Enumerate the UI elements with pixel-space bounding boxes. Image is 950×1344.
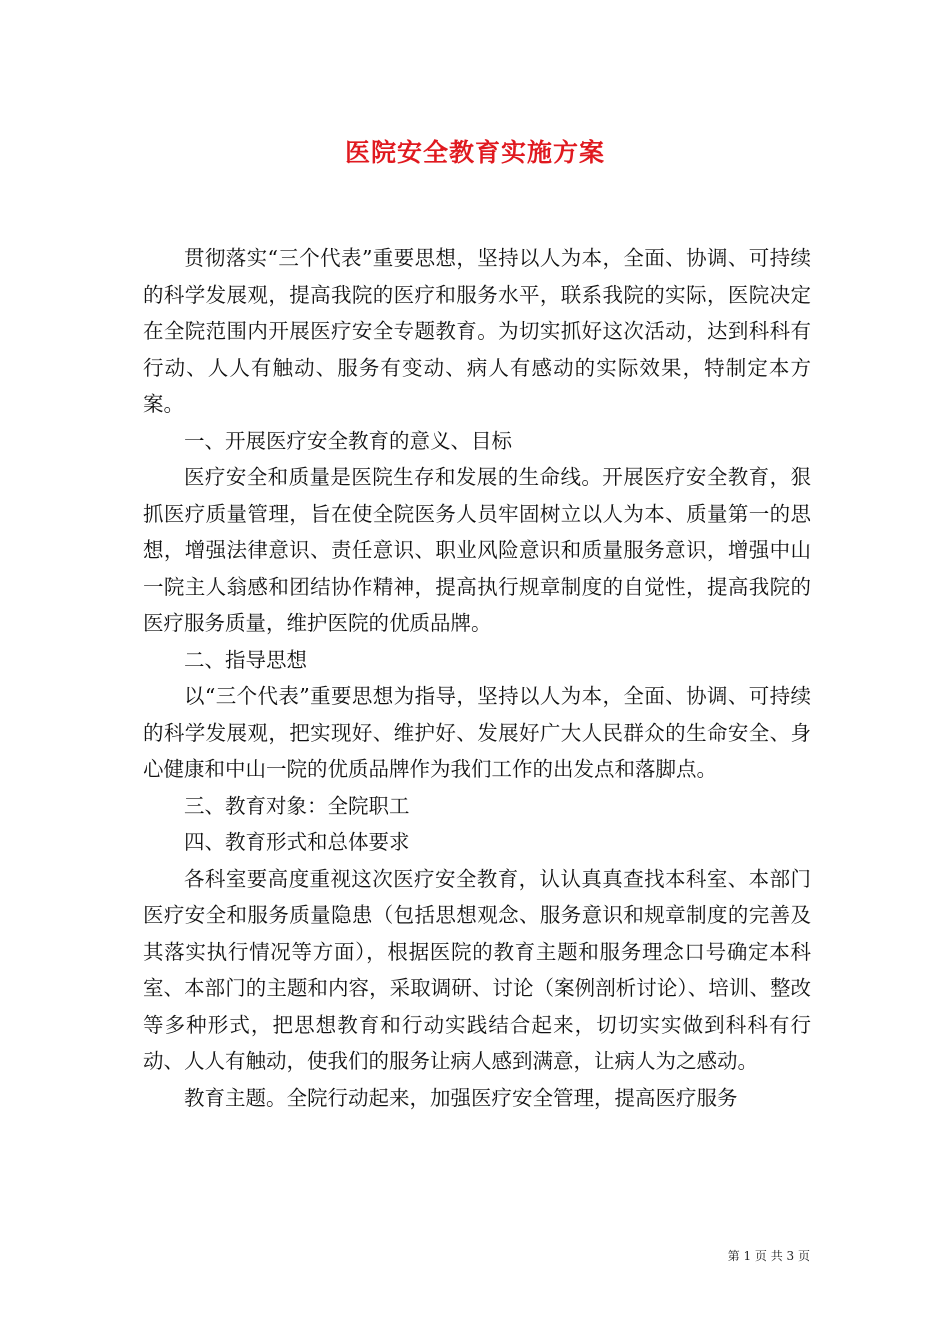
page-number-label: 第 1 页 共 3 页 — [727, 1249, 810, 1263]
paragraph-guiding-idea: 以“三个代表”重要思想为指导，坚持以人为本，全面、协调、可持续的科学发展观，把实现好、维护好、发展好广大人民群众的生命安全、身心健康和中山一院的优质品牌作为我们工作的出发点和落脚点。 — [143, 684, 811, 781]
paragraph-significance: 医疗安全和质量是医院生存和发展的生命线。开展医疗安全教育，狠抓医疗质量管理，旨在使全院医务人员牢固树立以人为本、质量第一的思想，增强法律意识、责任意识、职业风险意识和质量服务意识，增强中山一院主人翁感和团结协作精神，提高执行规章制度的自觉性，提高我院的医疗服务质量，维护医院的优质品牌。 — [143, 465, 811, 635]
paragraph-theme: 教育主题。全院行动起来，加强医疗安全管理，提高医疗服务 — [184, 1085, 738, 1110]
paragraph-requirements: 各科室要高度重视这次医疗安全教育，认认真真查找本科室、本部门医疗安全和服务质量隐患（包括思想观念、服务意识和规章制度的完善及其落实执行情况等方面），根据医院的教育主题和服务理念口号确定本科室、本部门的主题和内容，采取调研、讨论（案例剖析讨论）、培训、整改等多种形式，把思想教育和行动实践结合起来，切切实实做到科科有行动、人人有触动，使我们的服务让病人感到满意，让病人为之感动。 — [143, 866, 811, 1073]
section-heading-3: 三、教育对象：全院职工 — [184, 793, 410, 818]
document-body — [143, 240, 811, 1116]
section-heading-2: 二、指导思想 — [184, 647, 307, 672]
paragraph-intro: 贯彻落实“三个代表”重要思想，坚持以人为本，全面、协调、可持续的科学发展观，提高我院的医疗和服务水平，联系我院的实际，医院决定在全院范围内开展医疗安全专题教育。为切实抓好这次活动，达到科科有行动、人人有触动、服务有变动、病人有感动的实际效果，特制定本方案。 — [143, 246, 811, 416]
document-title: 医院安全教育实施方案 — [344, 138, 605, 167]
section-heading-4: 四、教育形式和总体要求 — [184, 830, 410, 854]
section-heading-1: 一、开展医疗安全教育的意义、目标 — [184, 428, 512, 453]
page-number — [640, 1247, 810, 1264]
